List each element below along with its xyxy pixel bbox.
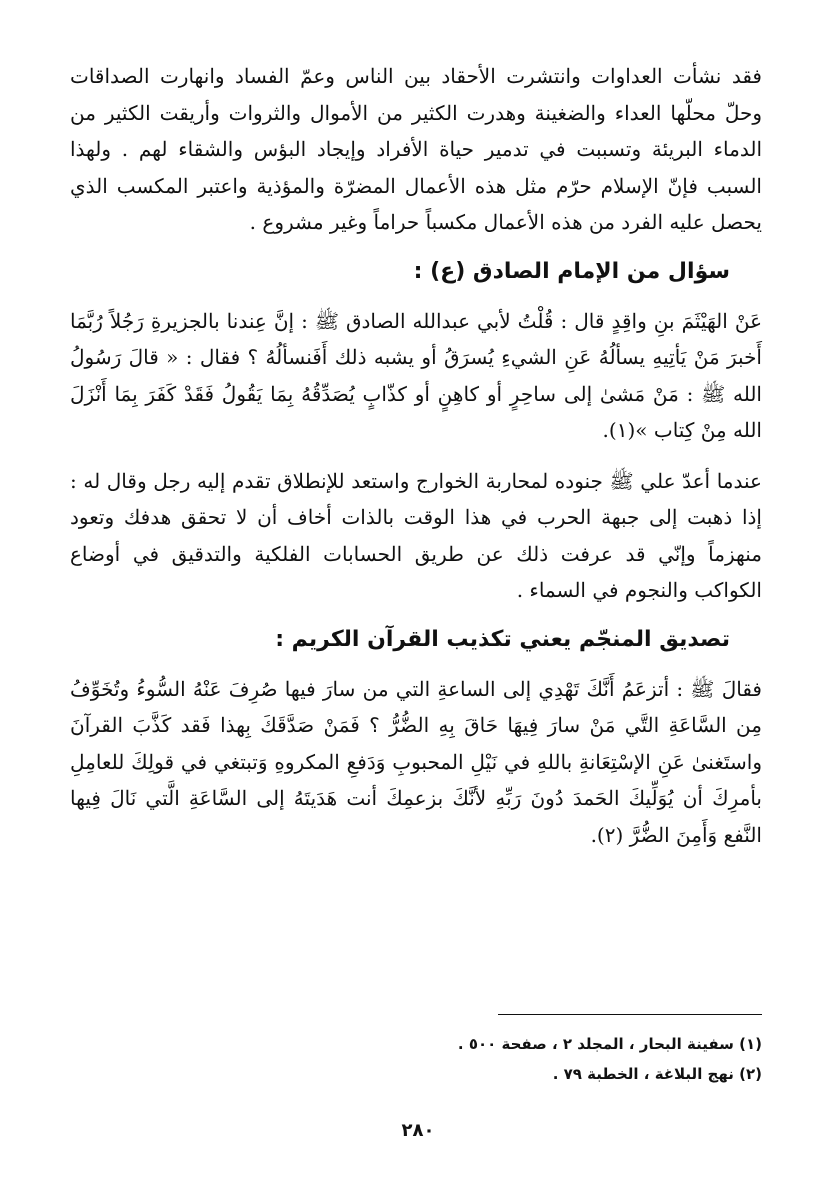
page-number: ٢٨٠ bbox=[401, 1120, 435, 1141]
heading-astrologer-quran: تصديق المنجّم يعني تكذيب القرآن الكريم : bbox=[275, 626, 730, 652]
heading-imam-sadiq-question: سؤال من الإمام الصادق (ع) : bbox=[413, 258, 730, 284]
footnote-divider bbox=[498, 1014, 762, 1015]
footnotes bbox=[400, 1014, 762, 1089]
footnote-1: (١) سفينة البحار ، المجلد ٢ ، صفحة ٥٠٠ . bbox=[457, 1035, 762, 1053]
footnote-2: (٢) نهج البلاغة ، الخطبة ٧٩ . bbox=[552, 1065, 762, 1083]
paragraph-3: عندما أعدّ علي ﷺ جنوده لمحاربة الخوارج واستعد للإنطلاق تقدم إليه رجل وقال له : إذا ذهبت إلى جبهة الحرب في هذا الوقت بالذات أخاف أن لا تحقق هدفك وتعود منهزماً وإنّي قد عرفت ذلك عن طريق الحسابات الفلكية والتدقيق في أوضاع الكواكب والنجوم في السماء . bbox=[70, 468, 762, 602]
paragraph-4: فقالَ ﷺ : أتزعَمُ أَنَّكَ تَهْدِي إلى الساعةِ التي من سارَ فيها صُرِفَ عَنْهُ السُّوءُ وتُخَوِّفُ مِن السَّاعَةِ التَّي مَنْ سارَ فِيهَا حَاقَ بِهِ الضُّرُّ ؟ فَمَنْ صَدَّقَكَ بِهذا فَقد كَذَّبَ القرآنَ واستَغنىٰ عَنِ الإسْتِعَانةِ باللهِ في نَيْلِ المحبوبِ وَدَفعِ المكروهِ وَتبتغي في قولِكَ للعامِلِ بأمرِكَ أن يُوَلِّيكَ الحَمدَ دُونَ رَبِّهِ لأنَّكَ بزعمِكَ أنت هَدَيتَهُ إلى السَّاعَةِ الَّتي نَالَ فِيها النَّفع وَأَمِنَ الضُّرَّ (٢). bbox=[70, 676, 762, 847]
page-body bbox=[70, 58, 762, 853]
paragraph-2: عَنْ الهَيْثَمَ بنِ واقِدٍ قال : قُلْتُ لأبي عبدالله الصادق ﷺ : إنَّ عِندنا بالجزيرةِ رَجُلاً رُبَّمَا أَخبرَ مَنْ يَأتِيهِ يسألُهُ عَنِ الشيءِ يُسرَقُ أو يشبه ذلك أَفَنسألُهُ ؟ فقال : « قالَ رَسُولُ الله ﷺ : مَنْ مَشىٰ إلى ساحِرٍ أو كاهِنٍ أو كذّابٍ يُصَدِّقُهُ بِمَا يَقُولُ فَقَدْ كَفَرَ بِمَا أَنْزَلَ الله مِنْ كِتاب »(١). bbox=[70, 308, 762, 442]
paragraph-1: فقد نشأت العداوات وانتشرت الأحقاد بين الناس وعمّ الفساد وانهارت الصداقات وحلّ محلّها العداء والضغينة وهدرت الكثير من الأموال والثروات وأريقت الكثير من الدماء البريئة وتسببت في تدمير حياة الأفراد وإيجاد البؤس والشقاء لهم . ولهذا السبب فإنّ الإسلام حرّم مثل هذه الأعمال المضرّة والمؤذية واعتبر المكسب الذي يحصل عليه الفرد من هذه الأعمال مكسباً حراماً وغير مشروع . bbox=[70, 64, 762, 234]
